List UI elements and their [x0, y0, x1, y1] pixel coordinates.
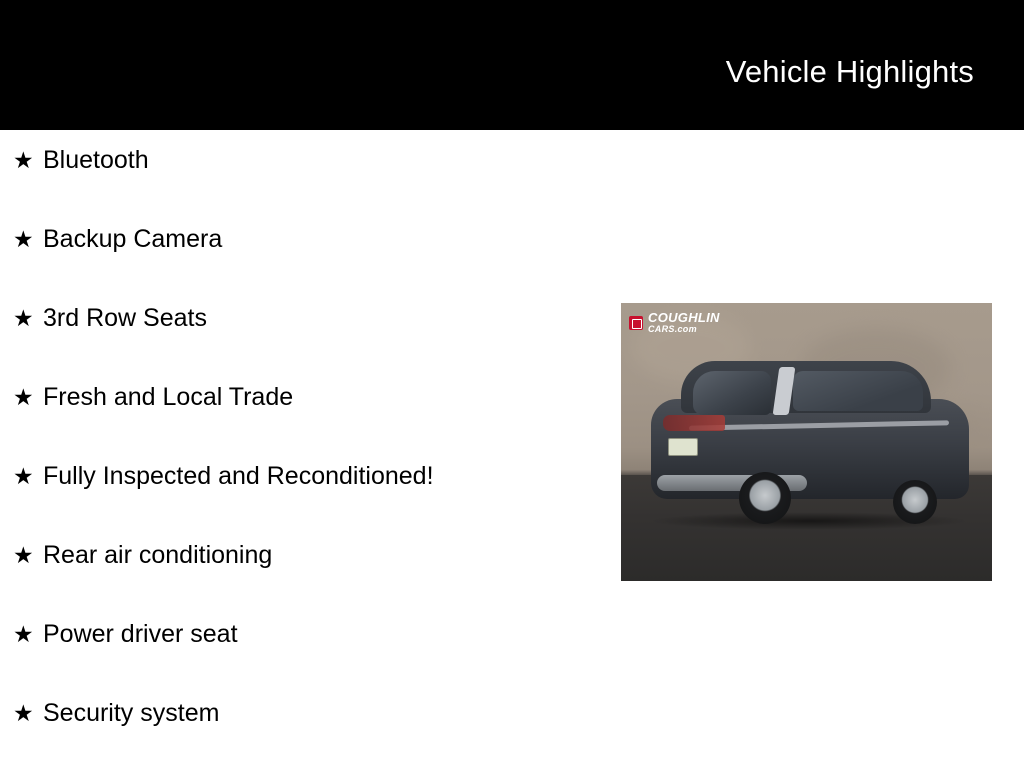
dealer-logo-icon: [629, 316, 643, 330]
list-item: [0, 701, 620, 768]
dealer-name: COUGHLIN: [648, 310, 720, 325]
rear-window: [693, 371, 771, 415]
list-item: [0, 464, 620, 543]
list-item: [0, 385, 620, 464]
star-icon: ★: [13, 463, 34, 489]
list-item: [0, 148, 620, 227]
highlight-label: Fresh and Local Trade: [43, 383, 294, 411]
rear-wheel: [739, 472, 791, 524]
license-plate: [668, 438, 698, 456]
minivan-illustration: [643, 341, 973, 526]
star-icon: ★: [13, 305, 34, 331]
star-icon: ★: [13, 147, 34, 173]
highlight-label: 3rd Row Seats: [43, 304, 207, 332]
dealer-watermark-text: [648, 311, 720, 334]
page-title: Vehicle Highlights: [725, 54, 974, 89]
side-window: [793, 371, 923, 411]
list-item: [0, 227, 620, 306]
page-header: [0, 0, 1024, 130]
star-icon: ★: [13, 542, 34, 568]
star-icon: ★: [13, 384, 34, 410]
highlight-label: Bluetooth: [43, 146, 149, 174]
list-item: [0, 306, 620, 385]
list-item: [0, 622, 620, 701]
highlight-label: Security system: [43, 699, 220, 727]
highlight-label: Rear air conditioning: [43, 541, 273, 569]
highlights-list: [0, 148, 620, 768]
highlight-label: Backup Camera: [43, 225, 223, 253]
star-icon: ★: [13, 621, 34, 647]
highlight-label: Power driver seat: [43, 620, 238, 648]
list-item: [0, 543, 620, 622]
vehicle-photo: [621, 303, 992, 581]
taillight: [663, 415, 725, 431]
star-icon: ★: [13, 700, 34, 726]
vehicle-photo-image: [621, 303, 992, 581]
front-wheel: [893, 480, 937, 524]
dealer-domain: CARS.com: [648, 323, 697, 334]
highlight-label: Fully Inspected and Reconditioned!: [43, 462, 434, 490]
dealer-watermark: [629, 311, 720, 334]
star-icon: ★: [13, 226, 34, 252]
